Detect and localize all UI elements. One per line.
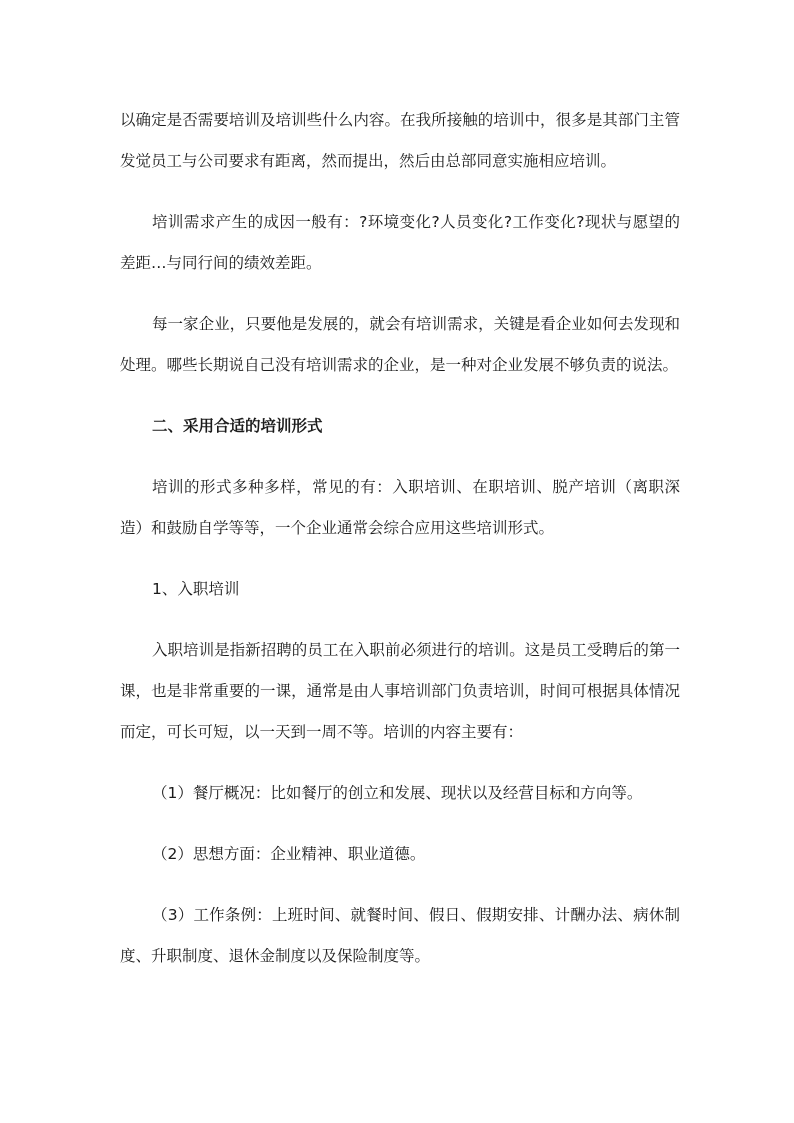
list-item-ideology: （2）思想方面：企业精神、职业道德。 bbox=[152, 845, 426, 863]
paragraph-training-needs-causes: 培训需求产生的成因一般有：?环境变化?人员变化?工作变化?现状与愿望的差距…与同行间的绩效差距。 bbox=[120, 213, 680, 272]
document-page bbox=[120, 100, 680, 997]
subheading-onboarding-training: 1、入职培训 bbox=[152, 580, 240, 598]
list-item-restaurant-overview: （1）餐厅概况：比如餐厅的创立和发展、现状以及经营目标和方向等。 bbox=[152, 784, 643, 802]
paragraph-training-forms: 培训的形式多种多样，常见的有：入职培训、在职培训、脱产培训（离职深造）和鼓励自学等等，一个企业通常会综合应用这些培训形式。 bbox=[120, 478, 680, 537]
paragraph-onboarding-description: 入职培训是指新招聘的员工在入职前必须进行的培训。这是员工受聘后的第一课，也是非常重要的一课，通常是由人事培训部门负责培训，时间可根据具体情况而定，可长可短，以一天到一周不等。培训的内容主要有： bbox=[120, 641, 680, 741]
section-heading-training-forms: 二、采用合适的培训形式 bbox=[152, 417, 323, 435]
paragraph-every-enterprise: 每一家企业，只要他是发展的，就会有培训需求，关键是看企业如何去发现和处理。哪些长期说自己没有培训需求的企业，是一种对企业发展不够负责的说法。 bbox=[120, 315, 680, 374]
paragraph-training-content-intro: 以确定是否需要培训及培训些什么内容。在我所接触的培训中，很多是其部门主管发觉员工与公司要求有距离，然而提出，然后由总部同意实施相应培训。 bbox=[120, 111, 680, 170]
list-item-work-regulations: （3）工作条例：上班时间、就餐时间、假日、假期安排、计酬办法、病休制度、升职制度、退休金制度以及保险制度等。 bbox=[120, 906, 680, 965]
